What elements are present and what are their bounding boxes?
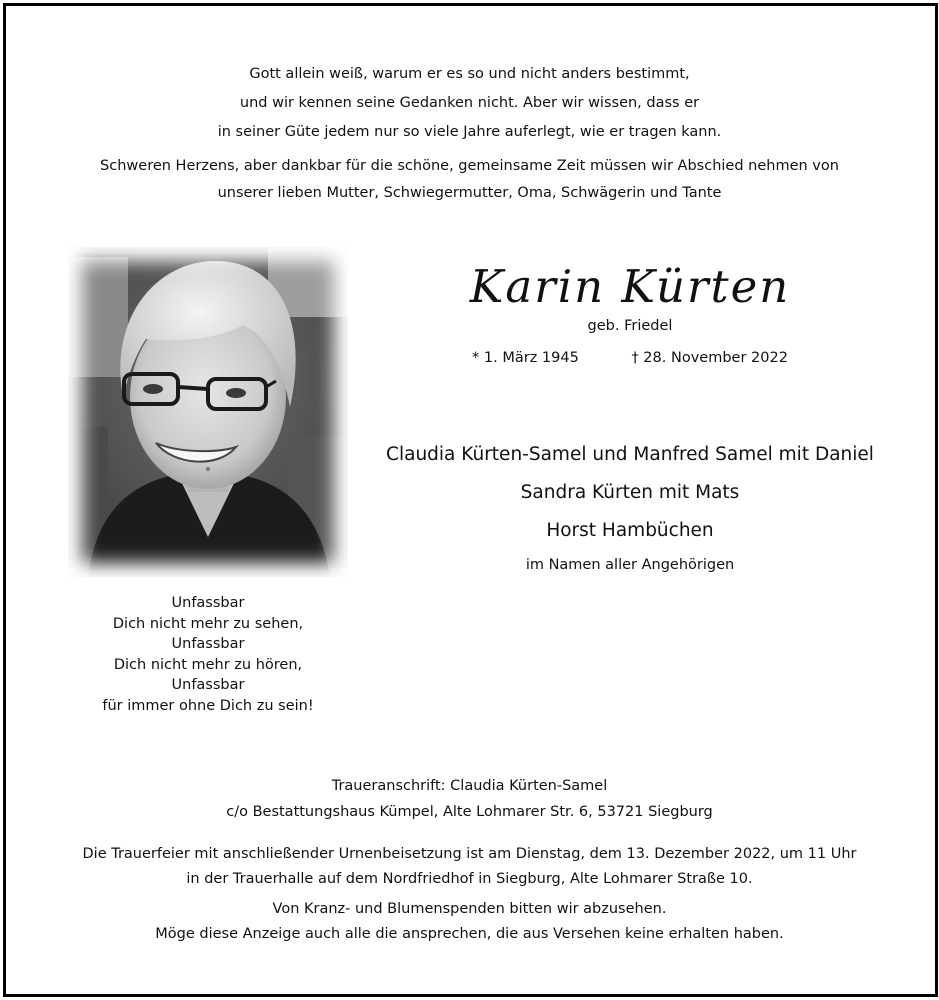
closing-notes [0, 897, 939, 947]
poem-line: für immer ohne Dich zu sein! [102, 697, 314, 714]
mourner-name: Claudia Kürten-Samel und Manfred Samel mit Daniel [386, 444, 874, 465]
mourners-list [370, 436, 890, 550]
closing-line: Von Kranz- und Blumenspenden bitten wir abzusehen. [272, 901, 667, 917]
life-dates [370, 348, 890, 368]
opening-verse [0, 60, 939, 147]
mourner-name: Horst Hambüchen [546, 520, 714, 541]
verse-line: Gott allein weiß, warum er es so und nicht anders bestimmt, [249, 66, 690, 82]
mourner-name: Sandra Kürten mit Mats [520, 482, 740, 503]
farewell-line: unserer lieben Mutter, Schwiegermutter, Oma, Schwägerin und Tante [217, 185, 722, 201]
death-date: † 28. November 2022 [631, 350, 788, 366]
farewell-line: Schweren Herzens, aber dankbar für die schöne, gemeinsame Zeit müssen wir Abschied nehmen von [100, 158, 839, 174]
portrait-image [68, 247, 348, 577]
deceased-name: Karin Kürten [469, 260, 791, 313]
poem-line: Unfassbar [171, 595, 245, 611]
address-line: c/o Bestattungshaus Kümpel, Alte Lohmarer Str. 6, 53721 Siegburg [226, 804, 713, 820]
verse-line: und wir kennen seine Gedanken nicht. Aber wir wissen, dass er [239, 95, 700, 111]
poem-line: Unfassbar [171, 636, 245, 652]
poem-line: Dich nicht mehr zu hören, [113, 656, 303, 673]
funeral-service-info [0, 842, 939, 892]
closing-line: Möge diese Anzeige auch alle die ansprechen, die aus Versehen keine erhalten haben. [155, 926, 784, 942]
service-line: in der Trauerhalle auf dem Nordfriedhof in Siegburg, Alte Lohmarer Straße 10. [186, 871, 753, 887]
portrait-photo [68, 247, 348, 577]
address-line: Traueranschrift: Claudia Kürten-Samel [331, 778, 608, 794]
birth-date: * 1. März 1945 [472, 350, 579, 366]
mourners-note: im Namen aller Angehörigen [525, 557, 735, 573]
poem-line: Dich nicht mehr zu sehen, [112, 615, 304, 632]
service-line: Die Trauerfeier mit anschließender Urnenbeisetzung ist am Dienstag, dem 13. Dezember 2022, um 11 Uhr [82, 846, 857, 862]
mourning-address [0, 773, 939, 825]
poem-line: Unfassbar [171, 677, 245, 693]
poem [68, 593, 348, 716]
maiden-name: geb. Friedel [587, 318, 673, 334]
farewell-text [0, 153, 939, 207]
verse-line: in seiner Güte jedem nur so viele Jahre auferlegt, wie er tragen kann. [217, 124, 722, 140]
